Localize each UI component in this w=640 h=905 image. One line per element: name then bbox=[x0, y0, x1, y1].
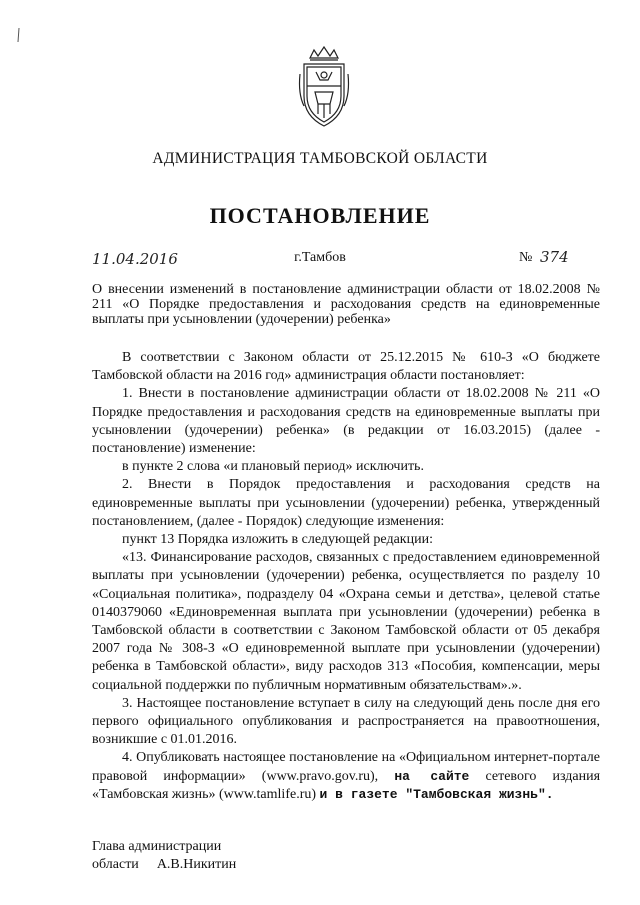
number-label: № bbox=[519, 250, 533, 265]
handwritten-date: 11.04.2016 bbox=[92, 250, 178, 268]
subject-heading: О внесении изменений в постановление администрации области от 18.02.2008 № 211 «О Порядке предоставления и расходования средств на единовременные выплаты при усыновлении (удочерении) ребенка» bbox=[92, 282, 600, 327]
paragraph-item-3: 3. Настоящее постановление вступает в силу на следующий день после дня его первого официального опубликования и распространяется на правоотношения, возникшие с 01.01.2016. bbox=[92, 695, 600, 748]
margin-mark bbox=[16, 28, 22, 42]
paragraph-preamble: В соответствии с Законом области от 25.12.2015 № 610-З «О бюджете Тамбовской области на 2016 год» администрация области постановляет: bbox=[92, 350, 600, 384]
issuing-authority: АДМИНИСТРАЦИЯ ТАМБОВСКОЙ ОБЛАСТИ bbox=[152, 150, 488, 167]
paragraph-item-1-change: в пункте 2 слова «и плановый период» исключить. bbox=[122, 459, 424, 475]
typed-insert-site: на сайте bbox=[394, 768, 470, 784]
signatory-name: А.В.Никитин bbox=[156, 857, 237, 872]
city: г.Тамбов bbox=[294, 250, 346, 265]
handwritten-number: 374 bbox=[540, 248, 569, 266]
publish-text: 4. Опубликовать настоящее постановление на «Официальном интернет-портале правовой информации» (www.pravo.gov.ru), bbox=[92, 750, 600, 784]
paragraph-item-2-intro: пункт 13 Порядка изложить в следующей редакции: bbox=[122, 532, 433, 548]
paragraph-item-2: 2. Внести в Порядок предоставления и расходования средств на единовременные выплаты при усыновлении (удочерении) ребенка, утвержденный постановлением, (далее - Порядок) следующие изменения: bbox=[92, 477, 600, 529]
document-body bbox=[92, 349, 600, 804]
paragraph-item-1: 1. Внести в постановление администрации области от 18.02.2008 № 211 «О Порядке предоставления и расходования средств на единовременные выплаты при усыновлении (удочерении) ребенка» (в редакции от 16.03.2015) (далее - постановление) изменение: bbox=[92, 386, 600, 457]
publish-text-cont: сетевого издания «Тамбовская жизнь» (www.tamlife.ru) bbox=[92, 768, 601, 802]
signature-block bbox=[92, 838, 236, 874]
paragraph-item-4 bbox=[92, 749, 600, 804]
document-type-title: ПОСТАНОВЛЕНИЕ bbox=[209, 203, 431, 228]
coat-of-arms-icon bbox=[296, 44, 352, 130]
signatory-title: Глава администрации bbox=[92, 839, 222, 854]
typed-insert-newspaper: и в газете "Тамбовская жизнь". bbox=[319, 786, 554, 802]
paragraph-item-13-text: «13. Финансирование расходов, связанных с предоставлением единовременной выплаты при усыновлении (удочерении) ребенка, осуществляется по разделу 10 «Социальная политика», подразделу 04 «Охрана семьи и детства», целевой статье 0140379060 «Единовременная выплата при усыновлении (удочерении) ребенка в Тамбовской области в соответствии с Законом Тамбовской области от 05 декабря 2007 года № 308-З «О единовременной выплате при усыновлении (удочерении) ребенка в Тамбовской области», виду расходов 313 «Пособия, компенсации, меры социальной поддержки по публичным нормативным обязательствам».». bbox=[92, 550, 600, 693]
signatory-title-2: области bbox=[92, 857, 139, 872]
